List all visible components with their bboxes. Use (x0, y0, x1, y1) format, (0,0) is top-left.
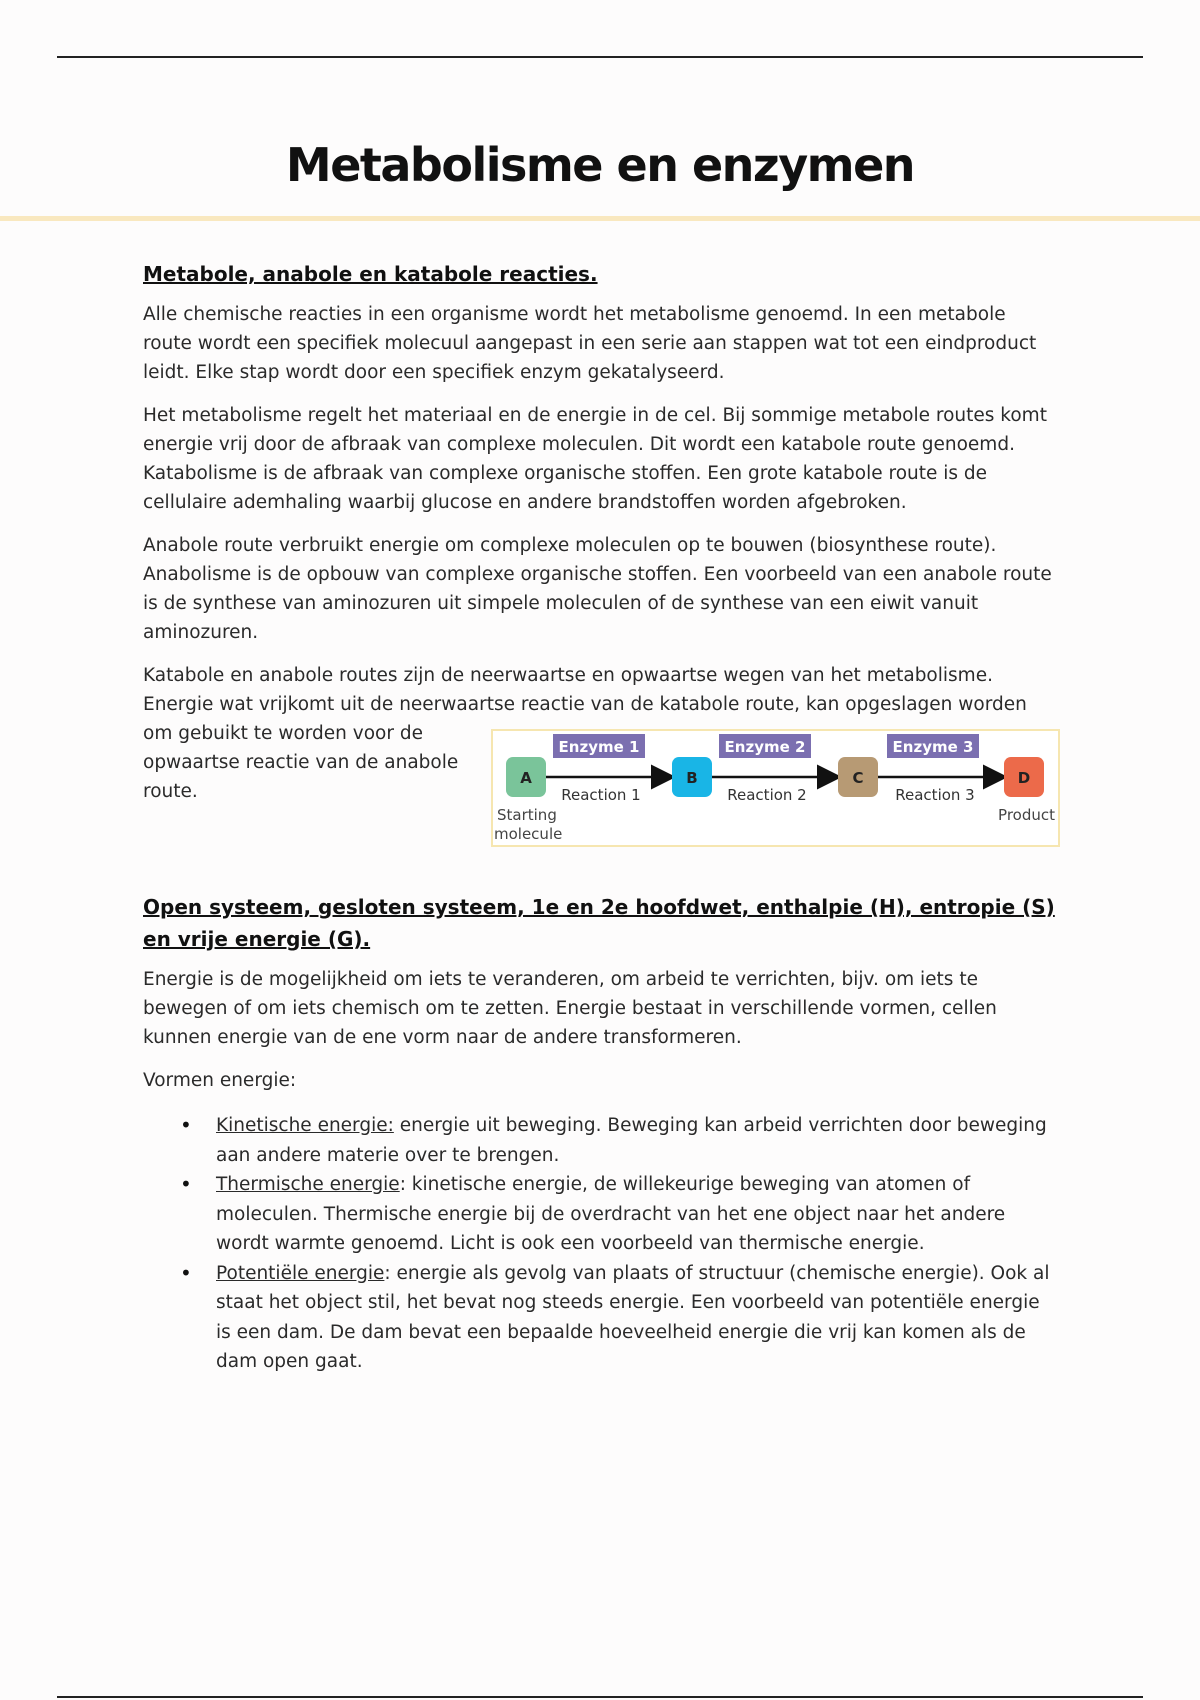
document-body (143, 258, 1058, 1377)
metabolic-pathway-diagram (491, 729, 1060, 847)
enzyme-text: Enzyme 1 (558, 738, 640, 756)
node-text: B (686, 769, 698, 787)
pathway-svg (493, 731, 1058, 845)
node-text: D (1017, 769, 1031, 787)
definition: energie uit beweging. Beweging kan arbeid verrichten door beweging aan andere materie over te brengen. (216, 1115, 1047, 1166)
page-title: Metabolisme en enzymen (285, 138, 915, 192)
enzyme-text: Enzyme 3 (892, 738, 974, 756)
paragraph: Alle chemische reacties in een organisme wordt het metabolisme genoemd. In een metabole route wordt een specifiek molecuul aangepast in een serie aan stappen wat tot een eindproduct leidt. Elke stap wordt door een specifiek enzym gekatalyseerd. (143, 304, 1037, 383)
reaction-label-1: Reaction 1 (561, 786, 641, 804)
energy-forms-list (143, 1111, 1058, 1377)
title-underline-band (0, 216, 1200, 221)
node-b (672, 757, 712, 797)
enzyme-text: Enzyme 2 (724, 738, 806, 756)
enzyme-label-2 (719, 734, 811, 758)
paragraph-line: om gebuikt te worden voor de (143, 723, 423, 744)
enzyme-label-3 (887, 734, 979, 758)
term-potential: Potentiële energie (216, 1262, 385, 1284)
paragraph: Katabole en anabole routes zijn de neerwaartse en opwaartse wegen van het metabolisme. Energie wat vrijkomt uit de neerwaartse reactie van de katabole route, kan opgeslagen worden (143, 665, 1027, 715)
list-item (216, 1259, 1058, 1377)
paragraph-line: route. (143, 781, 198, 802)
starting-molecule-label-line1: Starting (497, 806, 557, 824)
paragraph-line: opwaartse reactie van de anabole (143, 752, 459, 773)
node-c (838, 757, 878, 797)
header-rule (57, 56, 1143, 58)
section-heading-metabolism: Metabole, anabole en katabole reacties. (143, 262, 598, 286)
node-text: C (852, 769, 864, 787)
footer-rule (57, 1696, 1143, 1698)
term-kinetic: Kinetische energie: (216, 1115, 394, 1136)
reaction-label-3: Reaction 3 (895, 786, 975, 804)
list-item (216, 1111, 1058, 1170)
definition: : energie als gevolg van plaats of structuur (chemische energie). Ook al staat het object stil, het bevat nog steeds energie. Een voorbeeld van potentiële energie is een dam. De dam bevat een bepaalde hoeveelheid energie die vrij kan komen als de dam open gaat. (216, 1262, 1050, 1372)
product-label: Product (998, 806, 1055, 824)
list-item (216, 1170, 1058, 1259)
enzyme-label-1 (553, 734, 645, 758)
paragraph: Energie is de mogelijkheid om iets te veranderen, om arbeid te verrichten, bijv. om iets te bewegen of om iets chemisch om te zetten. Energie bestaat in verschillende vormen, cellen kunnen energie van de ene vorm naar de andere transformeren. (143, 969, 997, 1048)
definition: : kinetische energie, de willekeurige beweging van atomen of moleculen. Thermische energie bij de overdracht van het ene object naar het andere wordt warmte genoemd. Licht is ook een voorbeeld van thermische energie. (216, 1174, 1006, 1254)
node-d (1004, 757, 1044, 797)
term-thermal: Thermische energie (216, 1174, 400, 1195)
paragraph-forms-label: Vormen energie: (143, 1070, 297, 1091)
node-a (506, 757, 546, 797)
node-text: A (520, 769, 532, 787)
paragraph-tail (143, 719, 473, 806)
section-heading-energy: Open systeem, gesloten systeem, 1e en 2e hoofdwet, enthalpie (H), entropie (S) en vrije energie (G). (143, 895, 1055, 951)
paragraph: Anabole route verbruikt energie om complexe moleculen op te bouwen (biosynthese route). Anabolisme is de opbouw van complexe organische stoffen. Een voorbeeld van een anabole route is de synthese van aminozuren uit simpele moleculen of de synthese van een eiwit vanuit aminozuren. (143, 535, 1052, 643)
reaction-label-2: Reaction 2 (727, 786, 807, 804)
starting-molecule-label-line2: molecule (494, 825, 563, 843)
pathway-figure-row (143, 719, 1058, 879)
paragraph: Het metabolisme regelt het materiaal en de energie in de cel. Bij sommige metabole routes komt energie vrij door de afbraak van complexe moleculen. Dit wordt een katabole route genoemd. Katabolisme is de afbraak van complexe organische stoffen. Een grote katabole route is de cellulaire ademhaling waarbij glucose en andere brandstoffen worden afgebroken. (143, 405, 1047, 513)
